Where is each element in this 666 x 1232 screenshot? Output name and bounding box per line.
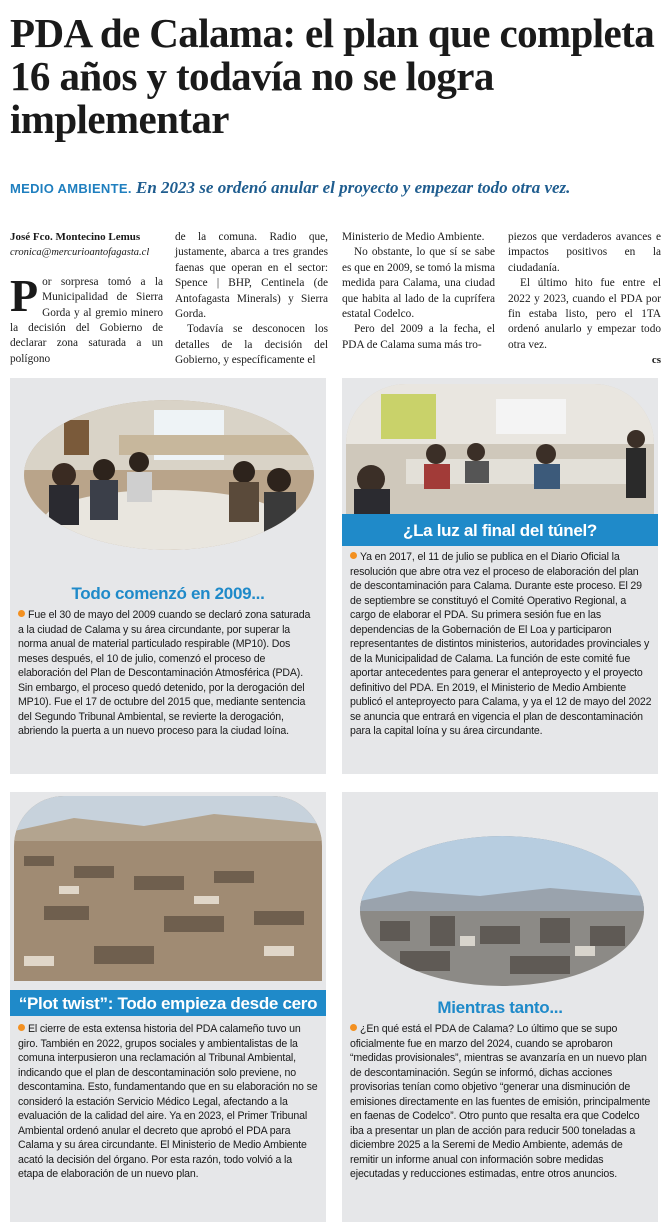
column-2 bbox=[175, 230, 328, 369]
end-mark: cs bbox=[651, 354, 661, 367]
column-4 bbox=[508, 230, 661, 369]
paragraph: piezos que verdaderos avances e impactos positivos en la ciudadanía. bbox=[508, 231, 661, 274]
column-3 bbox=[342, 230, 495, 353]
city-aerial-photo bbox=[14, 796, 322, 981]
box-title: Todo comenzó en 2009... bbox=[71, 584, 265, 603]
box-mientras-tanto bbox=[342, 792, 658, 1222]
lead-paragraph bbox=[10, 269, 163, 367]
headline: PDA de Calama: el plan que completa 16 años y todavía no se logra implementar bbox=[10, 10, 655, 142]
dropcap: P bbox=[10, 269, 39, 321]
dek: En 2023 se ordenó anular el proyecto y empezar todo otra vez. bbox=[136, 178, 571, 197]
box-title: Mientras tanto... bbox=[437, 998, 563, 1017]
section-tag: MEDIO AMBIENTE. bbox=[10, 181, 132, 196]
meeting-photo-2 bbox=[346, 384, 654, 514]
box-todo-comenzo bbox=[10, 378, 326, 774]
column-1 bbox=[10, 230, 163, 367]
box-text: Ya en 2017, el 11 de julio se publica en el Diario Oficial la resolución que abre otra vez el proceso de elaboración del plan de descontaminación para Calama. Durante este proceso. El 29 de septiembre se constituyó el Comité Operativo Regional, a cargo de elaborar el PDA. Su primera sesión fue en las dependencias de la Gobernación de El Loa y participaron representantes de distintos ministerios, autoridades provinciales y de la Municipalidad de Calama. La función de este comité fue aportar antecedentes para generar el anteproyecto y el proyecto definitivo del PDA. En 2019, el Ministerio de Medio Ambiente publicó el anteproyecto para Calama, y ya el 12 de mayo del 2022 se anuncia que entrará en vigencia el plan de descontaminación para la capital loína y su área circundante. bbox=[350, 551, 652, 737]
paragraph: El último hito fue entre el 2022 y 2023, cuando el PDA por fin estaba listo, pero el 1TA ordenó anularlo y empezar todo otra vez. bbox=[508, 277, 661, 351]
box-title: “Plot twist”: Todo empieza desde cero bbox=[18, 994, 318, 1013]
bullet-icon bbox=[18, 1024, 25, 1031]
box-text: El cierre de esta extensa historia del PDA calameño tuvo un giro. También en 2022, grupos sociales y ambientalistas de la comuna interpusieron una reclamación al Tribunal Ambiental, indicando que el plan de descontaminación solo previene, no descontamina. Esto, fundamentando que en su elaboración no se consideró la estación Servicio Médico Legal, afectando a la evaluación de la calidad del aire. Ya en 2023, el Primer Tribunal Ambiental ordenó anular el decreto que aprobó el PDA para Calama y su área circundante. El Ministerio de Medio Ambiente acató la decisión del órgano. Por esta razón, todo volvió a la etapa de elaboración de un nuevo plan. bbox=[18, 1023, 318, 1180]
city-panorama-photo bbox=[360, 836, 644, 986]
box-luz-final bbox=[342, 378, 658, 774]
paragraph: Pero del 2009 a la fecha, el PDA de Calama suma más tro- bbox=[342, 323, 495, 351]
bullet-icon bbox=[18, 610, 25, 617]
paragraph: de la comuna. Radio que, justamente, abarca a tres grandes faenas que operan en el sector: Spence | BHP, Centinela (de Antofagasta Minerals) y Sierra Gorda. bbox=[175, 231, 328, 321]
author-email: cronica@mercurioantofagasta.cl bbox=[10, 247, 150, 259]
paragraph: No obstante, lo que sí se sabe es que en 2009, se tomó la misma medida para Calama, una ciudad que habita al lado de la cuprífera estatal Codelco. bbox=[342, 246, 495, 321]
bullet-icon bbox=[350, 552, 357, 559]
kicker bbox=[10, 178, 660, 198]
paragraph: Todavía se desconocen los detalles de la decisión del Gobierno, y específicamente el bbox=[175, 323, 328, 367]
box-text: ¿En qué está el PDA de Calama? Lo último que se supo oficialmente fue en marzo del 2024, cuando se aprobaron “medidas provisionales”, mientras se avanzaría en un nuevo plan de descontaminación. Según se informó, dichas acciones provisorias tenían como objetivo “generar una disminución de emisiones directamente en las fuentes de emisión, principalmente en faenas de Codelco”. Otro punto que resalta era que Codelco iba a presentar un plan de acción para reducir 500 toneladas a diciembre 2025 a la Seremi de Medio Ambiente, además de remitir un informe anual con información sobre medidas ejecutadas y reducciones estimadas, entre otros anuncios. bbox=[350, 1023, 651, 1180]
box-title: ¿La luz al final del túnel? bbox=[402, 521, 598, 540]
author: José Fco. Montecino Lemus bbox=[10, 231, 141, 243]
box-plot-twist bbox=[10, 792, 326, 1222]
bullet-icon bbox=[350, 1024, 357, 1031]
paragraph: Ministerio de Medio Ambiente. bbox=[342, 231, 485, 243]
box-text: Fue el 30 de mayo del 2009 cuando se declaró zona saturada a la ciudad de Calama y su área circundante, por superar la norma anual de material particulado respirable (MP10). Dos meses después, el 10 de julio, comenzó el proceso de elaboración del Plan de Descontaminación Atmosférica (PDA). Sin embargo, el proceso quedó detenido, por la derogación del MP10). Fue el 17 de octubre del 2015 que, mediante sentencia del Segundo Tribunal Ambiental, se revierte la derogación, abriendo la puerta a un nuevo proceso para la ciudad loína. bbox=[18, 609, 311, 737]
meeting-photo-1 bbox=[24, 400, 314, 550]
lead-text: or sorpresa tomó a la Municipalidad de Sierra Gorda y al gremio minero la decisión del Gobierno de declarar zona saturada a un polígono bbox=[10, 275, 163, 365]
